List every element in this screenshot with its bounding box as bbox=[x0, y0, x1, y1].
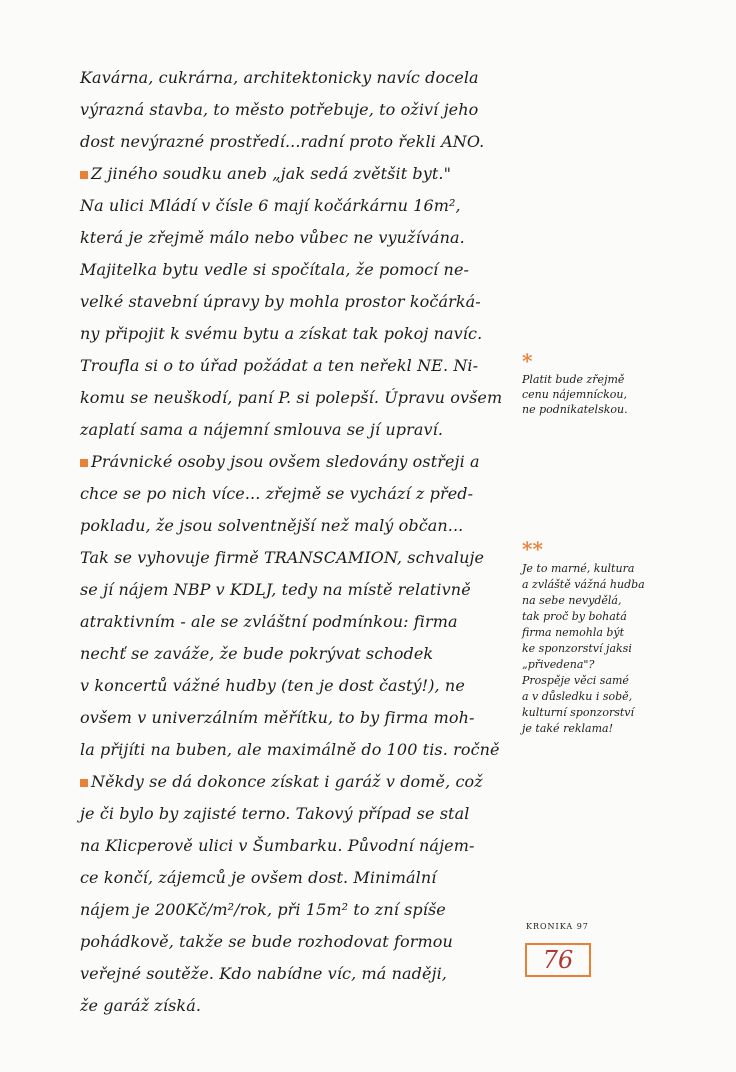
note-line: a v důsledku i sobě, bbox=[522, 690, 633, 703]
text-line: la přijíti na buben, ale maximálně do 100 tis. ročně bbox=[80, 740, 500, 759]
text-line: Někdy se dá dokonce získat i garáž v domě, což bbox=[91, 772, 483, 791]
text-line: Právnické osoby jsou ovšem sledovány ostřeji a bbox=[91, 452, 480, 471]
text-line: komu se neuškodí, paní P. si polepší. Úpravu ovšem bbox=[80, 388, 503, 407]
text-line: nechť se zaváže, že bude pokrývat schodek bbox=[80, 644, 434, 663]
text-line: ovšem v univerzálním měřítku, to by firma moh- bbox=[80, 708, 475, 727]
text-line: je či bylo by zajisté terno. Takový případ se stal bbox=[80, 804, 470, 823]
text-line: Majitelka bytu vedle si spočítala, že pomocí ne- bbox=[80, 260, 470, 279]
text-line: zaplatí sama a nájemní smlouva se jí upraví. bbox=[80, 420, 444, 439]
text-line: atraktivním - ale se zvláštní podmínkou: firma bbox=[80, 612, 458, 631]
text-line: Tak se vyhovuje firmě TRANSCAMION, schvaluje bbox=[80, 548, 485, 567]
text-line: pohádkově, takže se bude rozhodovat formou bbox=[80, 932, 453, 951]
text-line: velké stavební úpravy by mohla prostor kočárká- bbox=[80, 292, 481, 311]
margin-note-1 bbox=[522, 350, 682, 417]
text-line: Troufla si o to úřad požádat a ten neřekl NE. Ni- bbox=[80, 356, 479, 375]
note-line: firma nemohla být bbox=[522, 626, 625, 639]
text-line: Kavárna, cukrárna, architektonicky navíc docela bbox=[80, 68, 479, 87]
text-line: ny připojit k svému bytu a získat tak pokoj navíc. bbox=[80, 324, 483, 343]
text-line: Z jiného soudku aneb „jak sedá zvětšit byt." bbox=[91, 164, 452, 183]
text-line: Na ulici Mládí v čísle 6 mají kočárkárnu 16m², bbox=[80, 196, 461, 215]
note-line: Prospěje věci samé bbox=[522, 674, 629, 687]
text-line: pokladu, že jsou solventnější než malý občan... bbox=[80, 516, 464, 535]
chronicle-label: KRONIKA 97 bbox=[526, 922, 589, 931]
note-line: „přivedena"? bbox=[522, 658, 595, 671]
note-line: je také reklama! bbox=[522, 722, 613, 735]
main-text bbox=[80, 62, 520, 1022]
text-line: výrazná stavba, to město potřebuje, to oživí jeho bbox=[80, 100, 479, 119]
margin-note-2 bbox=[522, 538, 712, 737]
text-line: že garáž získá. bbox=[80, 996, 202, 1015]
text-line: veřejné soutěže. Kdo nabídne víc, má naději, bbox=[80, 964, 447, 983]
paragraph-line bbox=[80, 766, 520, 798]
orange-square-bullet-icon bbox=[80, 779, 88, 787]
text-line: ce končí, zájemců je ovšem dost. Minimální bbox=[80, 868, 437, 887]
orange-square-bullet-icon bbox=[80, 459, 88, 467]
note-line: a zvláště vážná hudba bbox=[522, 578, 645, 591]
note-line: Platit bude zřejmě bbox=[522, 373, 625, 386]
text-line: která je zřejmě málo nebo vůbec ne využívána. bbox=[80, 228, 465, 247]
note-line: tak proč by bohatá bbox=[522, 610, 627, 623]
page-number: 76 bbox=[525, 943, 591, 977]
double-asterisk-marker: ** bbox=[522, 537, 543, 561]
note-line: ke sponzorství jaksi bbox=[522, 642, 632, 655]
text-line: chce se po nich více... zřejmě se vychází z před- bbox=[80, 484, 474, 503]
paragraph-line bbox=[80, 446, 520, 478]
orange-square-bullet-icon bbox=[80, 171, 88, 179]
asterisk-marker: * bbox=[522, 349, 533, 373]
paragraph-line bbox=[80, 158, 520, 190]
text-line: na Klicperově ulici v Šumbarku. Původní nájem- bbox=[80, 836, 475, 855]
text-line: nájem je 200Kč/m²/rok, při 15m² to zní spíše bbox=[80, 900, 446, 919]
note-line: ne podnikatelskou. bbox=[522, 403, 628, 416]
note-line: na sebe nevydělá, bbox=[522, 594, 622, 607]
text-line: v koncertů vážné hudby (ten je dost častý!), ne bbox=[80, 676, 465, 695]
text-line: se jí nájem NBP v KDLJ, tedy na místě relativně bbox=[80, 580, 471, 599]
note-line: Je to marné, kultura bbox=[522, 562, 635, 575]
text-line: dost nevýrazné prostředí...radní proto řekli ANO. bbox=[80, 132, 485, 151]
note-line: cenu nájemníckou, bbox=[522, 388, 627, 401]
note-line: kulturní sponzorství bbox=[522, 706, 634, 719]
